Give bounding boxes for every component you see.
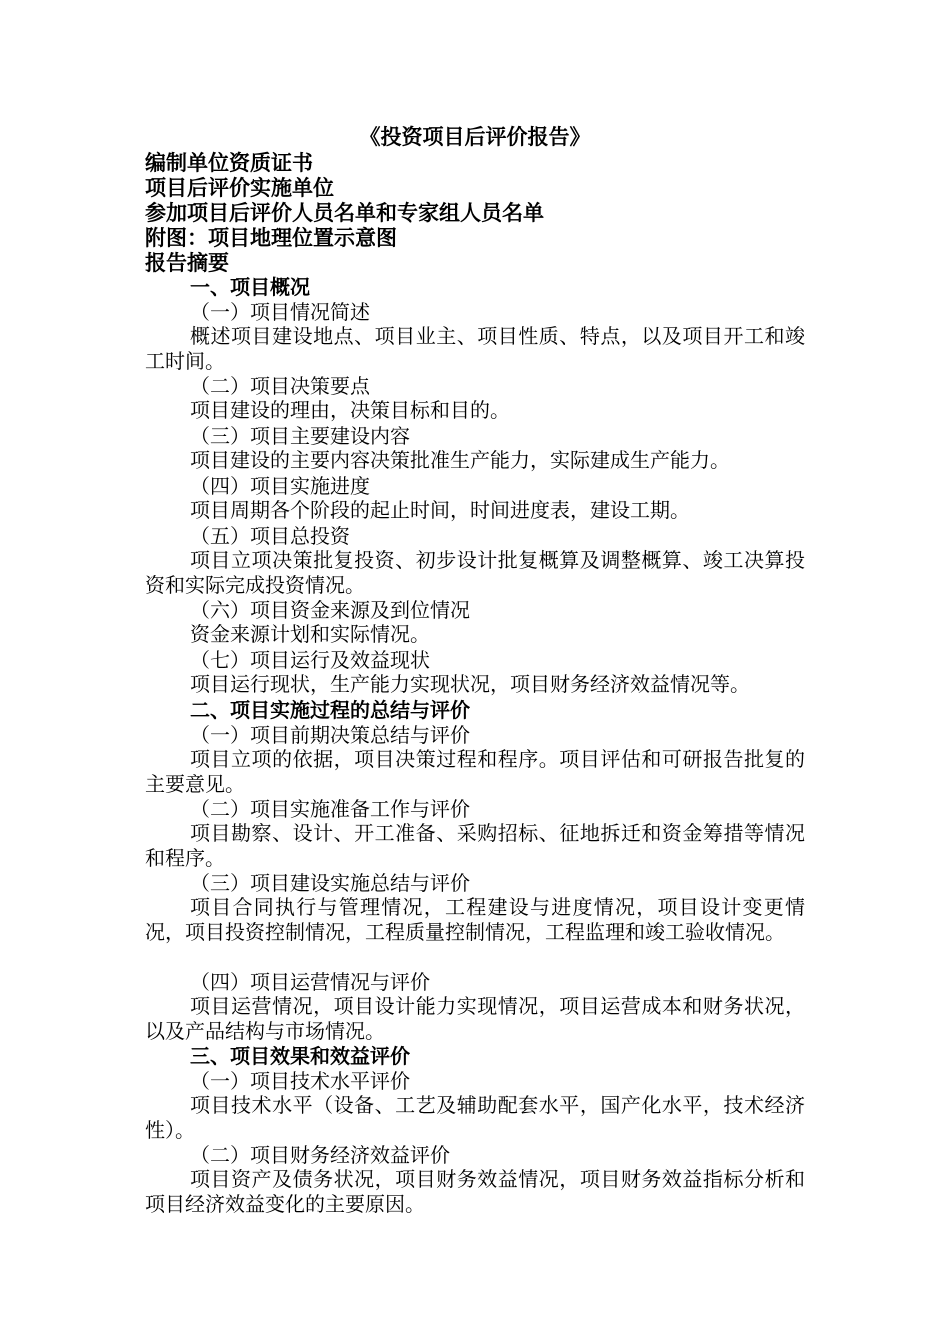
- section-heading: 一、项目概况: [190, 275, 310, 299]
- subsection-heading: （六）项目资金来源及到位情况: [190, 598, 470, 622]
- report-title: 《投资项目后评价报告》: [359, 124, 591, 149]
- heading-personnel-list: 参加项目后评价人员名单和专家组人员名单: [145, 200, 544, 225]
- heading-summary: 报告摘要: [145, 250, 229, 275]
- subsection-heading: （一）项目情况简述: [190, 300, 370, 324]
- heading-location-map: 附图：项目地理位置示意图: [145, 225, 397, 250]
- section-heading: 二、项目实施过程的总结与评价: [190, 698, 470, 722]
- subsection-heading: （四）项目运营情况与评价: [190, 970, 430, 994]
- subsection-heading: （三）项目建设实施总结与评价: [190, 871, 470, 895]
- subsection-heading: （七）项目运行及效益现状: [190, 648, 430, 672]
- paragraph: 项目建设的主要内容决策批准生产能力，实际建成生产能力。: [190, 448, 730, 472]
- paragraph: 项目建设的理由，决策目标和目的。: [190, 398, 510, 422]
- subsection-heading: （二）项目财务经济效益评价: [190, 1143, 450, 1167]
- subsection-heading: （一）项目前期决策总结与评价: [190, 723, 470, 747]
- subsection-heading: （五）项目总投资: [190, 524, 350, 548]
- paragraph: 项目勘察、设计、开工准备、采购招标、征地拆迁和资金筹措等情况和程序。: [145, 821, 805, 870]
- subsection-heading: （二）项目决策要点: [190, 374, 370, 398]
- paragraph: 项目立项的依据，项目决策过程和程序。项目评估和可研报告批复的主要意见。: [145, 747, 805, 796]
- paragraph: 项目技术水平（设备、工艺及辅助配套水平，国产化水平，技术经济性）。: [145, 1093, 805, 1142]
- paragraph: 资金来源计划和实际情况。: [190, 622, 430, 646]
- paragraph: 项目运行现状，生产能力实现状况，项目财务经济效益情况等。: [190, 672, 750, 696]
- paragraph: 概述项目建设地点、项目业主、项目性质、特点，以及项目开工和竣工时间。: [145, 324, 805, 373]
- paragraph: 项目立项决策批复投资、初步设计批复概算及调整概算、竣工决算投资和实际完成投资情况。: [145, 548, 805, 597]
- subsection-heading: （三）项目主要建设内容: [190, 424, 410, 448]
- paragraph: 项目合同执行与管理情况，工程建设与进度情况，项目设计变更情况，项目投资控制情况，工程质量控制情况，工程监理和竣工验收情况。: [145, 895, 805, 944]
- heading-qualification: 编制单位资质证书: [145, 150, 313, 175]
- subsection-heading: （一）项目技术水平评价: [190, 1069, 410, 1093]
- heading-implementing-unit: 项目后评价实施单位: [145, 175, 334, 200]
- paragraph: 项目运营情况，项目设计能力实现情况，项目运营成本和财务状况，以及产品结构与市场情况。: [145, 994, 805, 1043]
- subsection-heading: （二）项目实施准备工作与评价: [190, 797, 470, 821]
- subsection-heading: （四）项目实施进度: [190, 474, 370, 498]
- paragraph: 项目资产及债务状况，项目财务效益情况，项目财务效益指标分析和项目经济效益变化的主要原因。: [145, 1167, 805, 1216]
- paragraph: 项目周期各个阶段的起止时间，时间进度表，建设工期。: [190, 498, 690, 522]
- section-heading: 三、项目效果和效益评价: [190, 1044, 410, 1068]
